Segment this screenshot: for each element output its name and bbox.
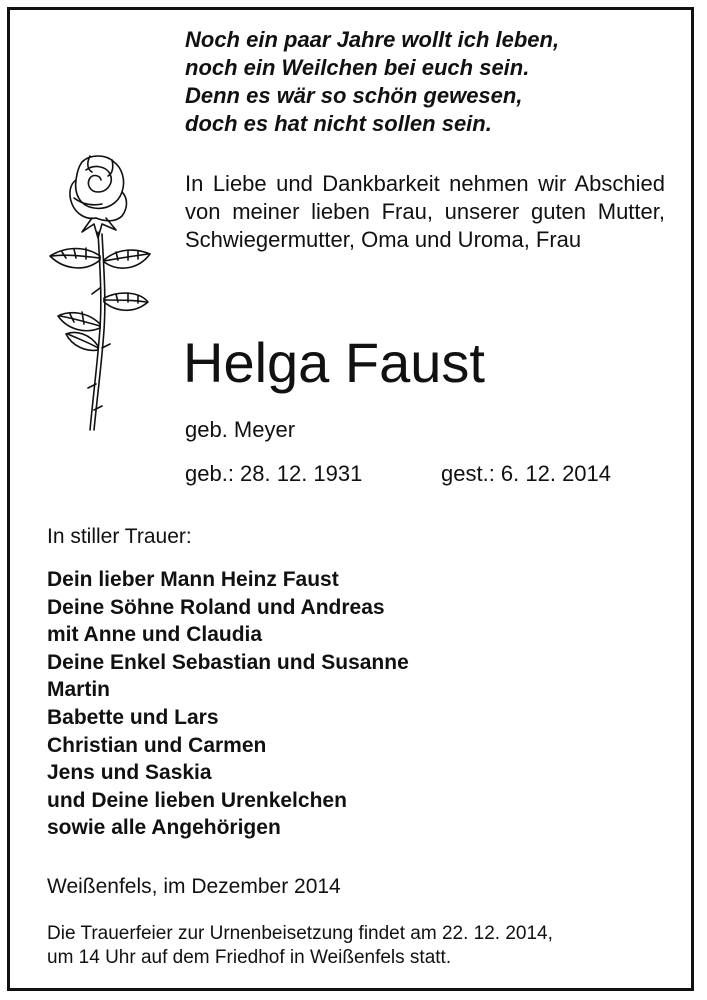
service-line: Die Trauerfeier zur Urnenbeisetzung findet am 22. 12. 2014, [47,923,553,944]
mourner-line: Babette und Lars [47,705,219,729]
mourner-line: Deine Söhne Roland und Andreas [47,595,385,619]
death-date: gest.: 6. 12. 2014 [441,461,612,486]
place-date: Weißenfels, im Dezember 2014 [47,875,341,898]
mourner-line: sowie alle Angehörigen [47,816,281,840]
maiden-name: geb. Meyer [185,417,296,442]
mourners-list [47,566,409,842]
deceased-name: Helga Faust [183,331,485,394]
poem-line: Noch ein paar Jahre wollt ich leben, [185,27,560,52]
service-info [47,922,553,970]
mourner-line: Martin [47,678,110,702]
service-line: um 14 Uhr auf dem Friedhof in Weißenfels statt. [47,947,452,968]
poem-line: Denn es wär so schön gewesen, [185,83,523,108]
poem-line: noch ein Weilchen bei euch sein. [185,55,530,80]
rose-icon [30,148,160,438]
mourner-line: mit Anne und Claudia [47,623,263,647]
poem-verse [185,26,685,138]
mourning-label: In stiller Trauer: [47,525,192,548]
mourner-line: Dein lieber Mann Heinz Faust [47,568,339,591]
mourner-line: und Deine lieben Urenkelchen [47,788,347,812]
birth-date: geb.: 28. 12. 1931 [185,461,363,486]
poem-line: doch es hat nicht sollen sein. [185,111,492,136]
mourner-line: Jens und Saskia [47,761,212,785]
intro-text: In Liebe und Dankbarkeit nehmen wir Abschied von meiner lieben Frau, unserer guten Mutter, Schwiegermutter, Oma und Uroma, Frau [185,171,665,252]
mourner-line: Deine Enkel Sebastian und Susanne [47,650,409,674]
mourner-line: Christian und Carmen [47,733,267,757]
